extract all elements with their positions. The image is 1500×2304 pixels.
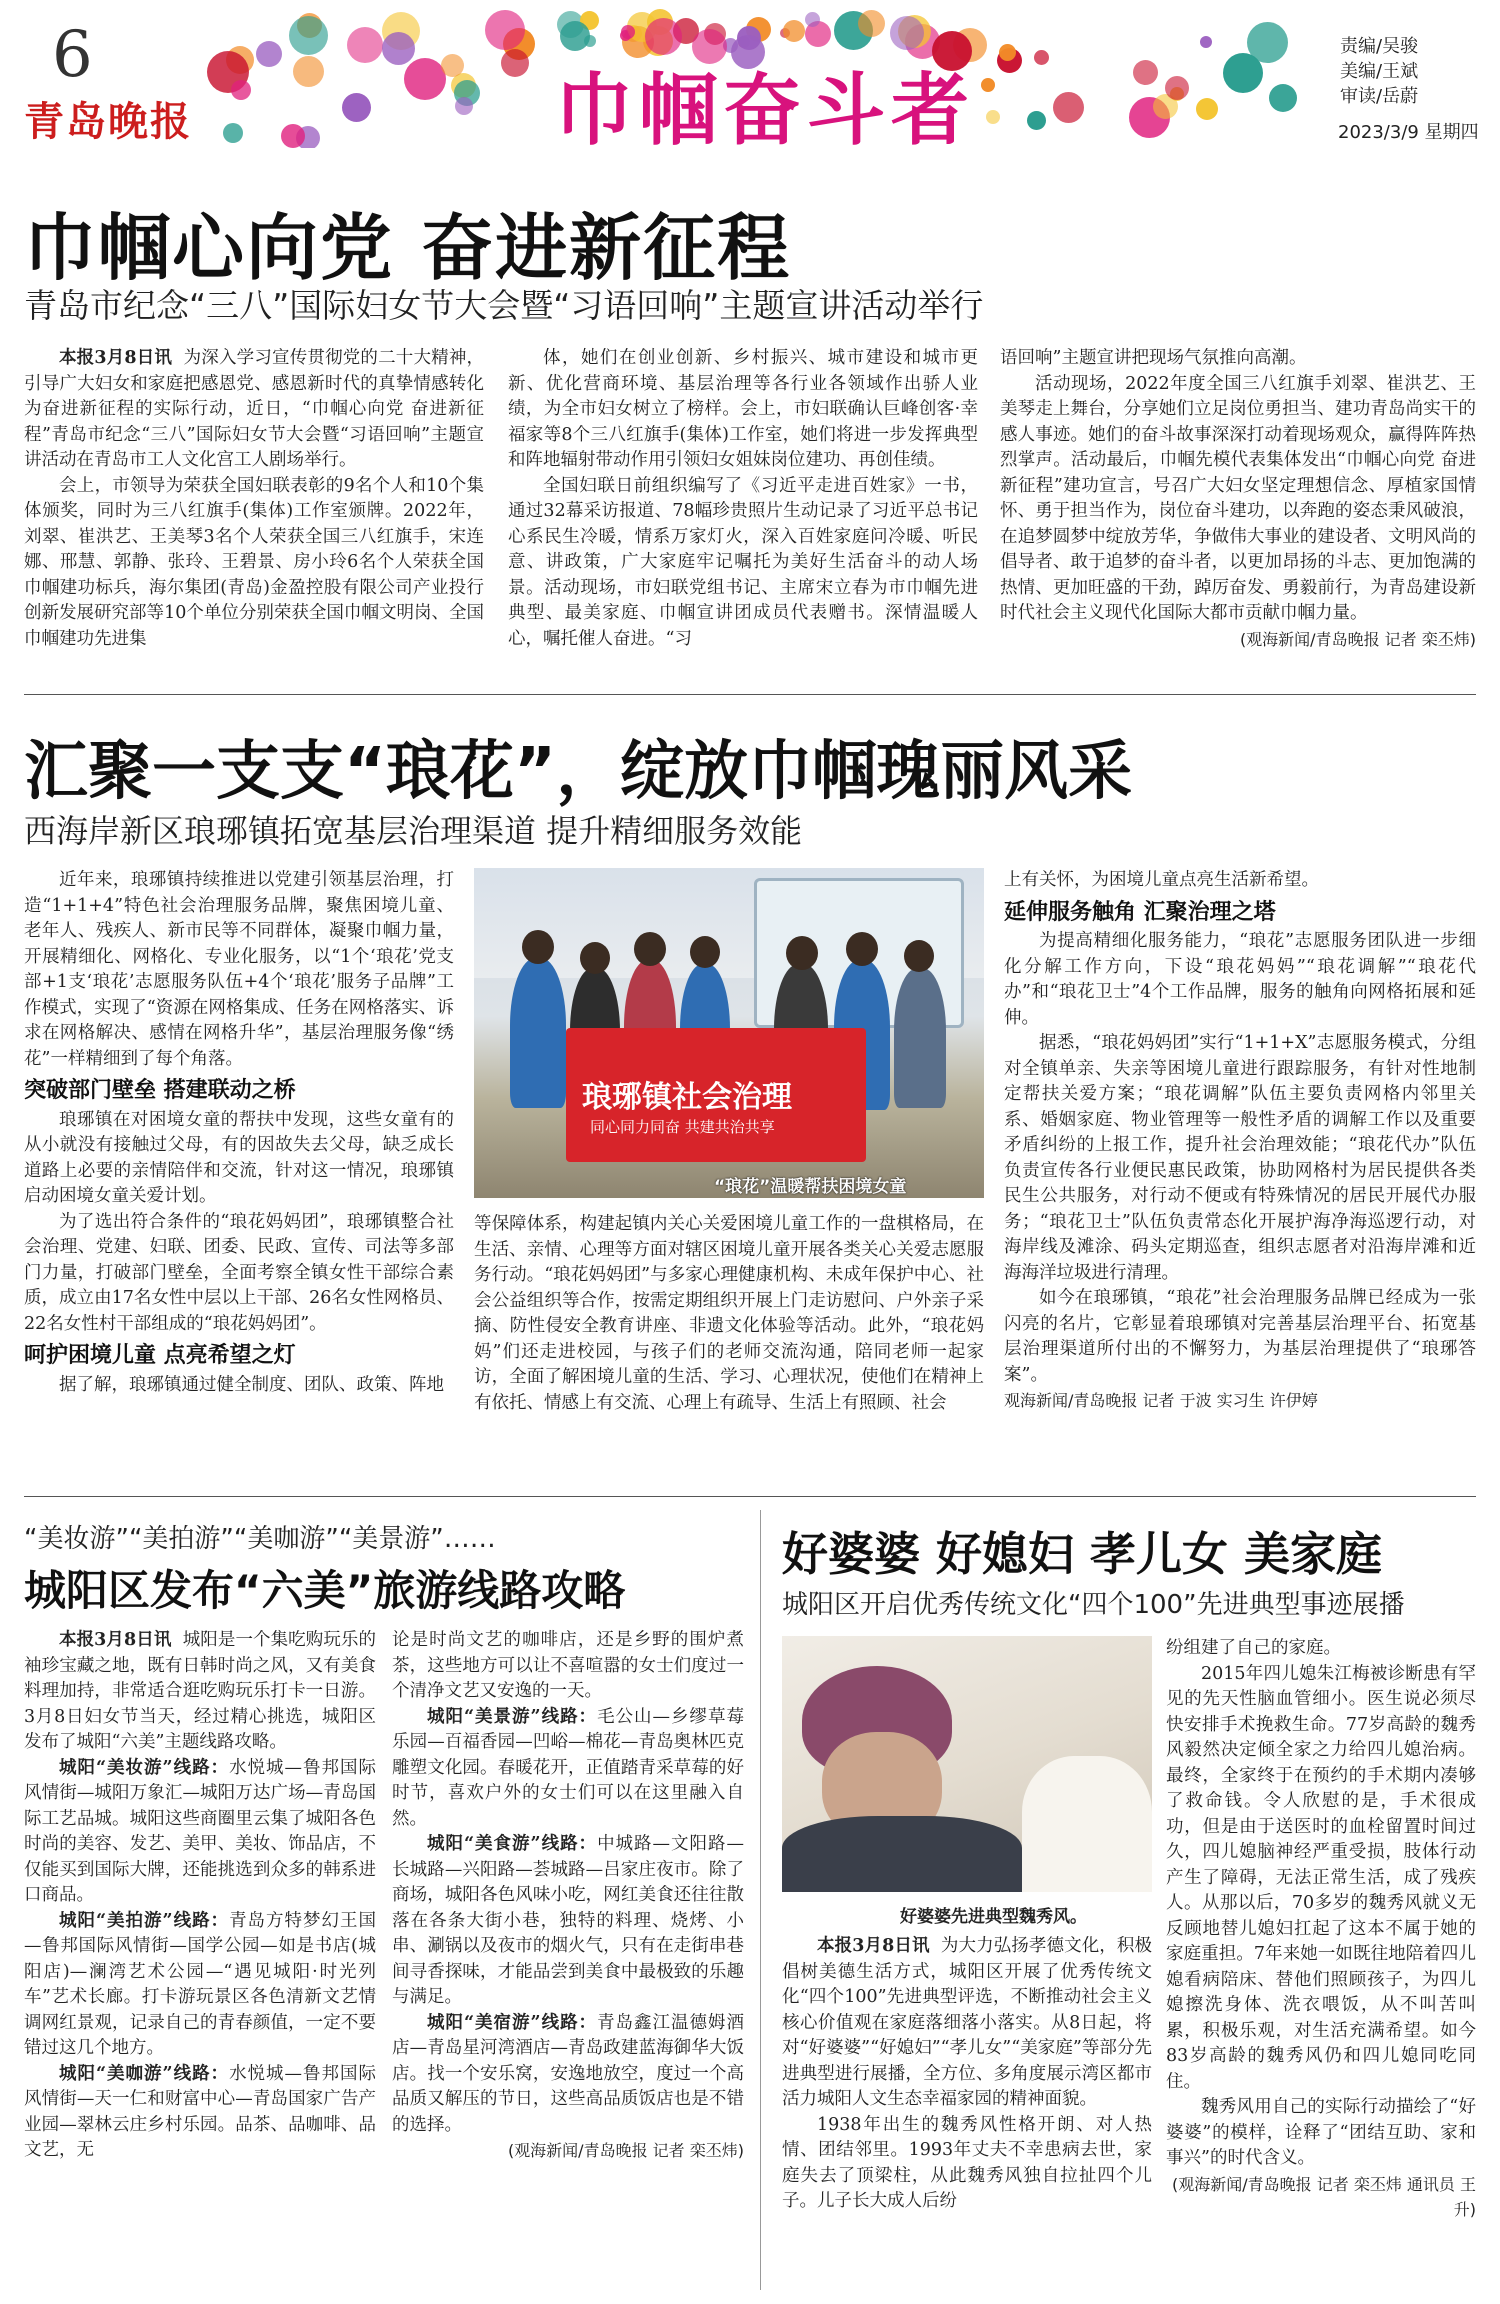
route-name: 城阳“美景游”线路：: [427, 1706, 598, 1727]
article4-lead: 本报3月8日讯: [817, 1936, 930, 1956]
flower-decoration: [441, 54, 464, 77]
article4-photo-caption: 好婆婆先进典型魏秀风。: [900, 1907, 1087, 1927]
article4-text: 纷组建了自己的家庭。: [1166, 1638, 1341, 1658]
route-text: 水悦城—鲁邦国际风情街—天一仁和财富中心—青岛国家广告产业园—翠林云庄乡村乐园。品茶、品咖啡、品文艺，无: [24, 2063, 376, 2160]
flower-decoration: [890, 16, 924, 50]
photo-banner-text: 琅琊镇社会治理: [582, 1080, 792, 1115]
article2-section-heading: 呵护困境儿童 点亮希望之灯: [24, 1343, 296, 1368]
article3-byline: (观海新闻/青岛晚报 记者 栾丕炜): [507, 2141, 744, 2160]
section-divider: [24, 694, 1476, 695]
article1-byline: (观海新闻/青岛晚报 记者 栾丕炜): [1239, 629, 1476, 649]
flower-decoration: [1223, 53, 1263, 93]
article2-column-1: [24, 868, 454, 1478]
flower-decoration: [858, 10, 885, 37]
article4-text: 为大力弘扬孝德文化，积极倡树美德生活方式，城阳区开展了优秀传统文化“四个100”先进典型评选，不断推动社会主义核心价值观在家庭落细落小落实。从8日起，将对“好婆婆”“好媳妇”“孝儿女”“美家庭”等部分先进典型进行展播，全方位、多角度展示湾区都市活力城阳人文生态幸福家园的精神面貌。: [782, 1936, 1152, 2109]
article1-text: 全国妇联日前组织编写了《习近平走进百姓家》一书，通过32幕采访报道、78幅珍贵照片生动记录了习近平总书记心系民生冷暖，情系万家灯火，深入百姓家庭问冷暖、听民意、讲政策，广大家庭牢记嘱托为美好生活奋斗的动人场景。活动现场，市妇联党组书记、主席宋立春为市巾帼先进典型、最美家庭、巾帼宣讲团成员代表赠书。深情温暖人心，嘱托催人奋进。“习: [508, 475, 978, 649]
article3-column-1: [24, 1628, 376, 2292]
flower-decoration: [382, 32, 415, 65]
editor-credits: [1340, 34, 1418, 109]
flower-decoration: [981, 78, 995, 92]
route-text: 青岛鑫江温德姆酒店—青岛星河湾酒店—青岛政建蓝海御华大饭店。找一个安乐窝，安逸地放空，度过一个高品质又解压的节日，这些高品质饭店也是不错的选择。: [392, 2012, 744, 2135]
editor-credit: 审读/岳蔚: [1340, 86, 1419, 107]
flower-decoration: [999, 44, 1016, 61]
flower-decoration: [1027, 111, 1046, 130]
article1-text: 会上，市领导为荣获全国妇联表彰的9名个人和10个集体颁奖，同时为三八红旗手(集体)工作室颁牌。2022年，刘翠、崔洪艺、王美琴3名个人荣获全国三八红旗手，宋连娜、邢慧、郭静、张玲、王碧景、房小玲6名个人荣获全国巾帼建功标兵，海尔集团(青岛)金盈控股有限公司产业投行创新发展研究部等10个单位分别荣获全国巾帼文明岗、全国巾帼建功先进集: [24, 475, 484, 649]
flower-decoration: [1269, 84, 1297, 112]
article1-lead: 本报3月8日讯: [59, 348, 173, 368]
article2-text: 如今在琅琊镇，“琅花”社会治理服务品牌已经成为一张闪亮的名片，它彰显着琅琊镇对完善基层治理平台、拓宽基层治理渠道所付出的不懈努力，为基层治理提供了“琅琊答案”。: [1004, 1288, 1476, 1385]
article4-column-2: [1166, 1636, 1476, 2292]
route-name: 城阳“美妆游”线路：: [59, 1757, 230, 1778]
article2-text: 等保障体系，构建起镇内关心关爱困境儿童工作的一盘棋格局，在生活、亲情、心理等方面对辖区困境儿童开展各类关心关爱志愿服务行动。“琅花妈妈团”与多家心理健康机构、未成年保护中心、社会公益组织等合作，按需定期组织开展上门走访慰问、户外亲子采摘、防性侵安全教育讲座、非遗文化体验等活动。此外，“琅花妈妈”们还走进校园，与孩子们的老师交流沟通，陪同老师一起家访，全面了解困境儿童的生活、学习、心理状况，使他们在精神上有依托、情感上有交流、心理上有疏导、生活上有照顾、社会: [474, 1214, 984, 1413]
flower-decoration: [455, 97, 473, 115]
flower-decoration: [1034, 50, 1049, 65]
flower-decoration: [485, 10, 525, 50]
article1-column-1: [24, 346, 484, 676]
flower-decoration: [1165, 76, 1189, 100]
article2-byline: 观海新闻/青岛晚报 记者 于波 实习生 许伊婷: [1004, 1391, 1318, 1410]
flower-decoration: [293, 56, 324, 87]
article2-section-heading: 延伸服务触角 汇聚治理之塔: [1004, 899, 1276, 925]
article2-column-3: [1004, 868, 1476, 1478]
article3-lead: 本报3月8日讯: [59, 1630, 172, 1650]
flower-decoration: [621, 25, 635, 39]
route-text: 水悦城—鲁邦国际风情街—城阳万象汇—城阳万达广场—青岛国际工艺品城。城阳这些商圈里云集了城阳各色时尚的美容、发艺、美甲、美妆、饰品店，不仅能买到国际大牌，还能挑选到众多的韩系进口商品。: [24, 1757, 376, 1905]
route-name: 城阳“美拍游”线路：: [59, 1910, 230, 1931]
editor-credit: 责编/吴骏: [1340, 36, 1419, 57]
article4-byline: (观海新闻/青岛晚报 记者 栾丕炜 通讯员 王升): [1172, 2174, 1476, 2219]
column-title: 巾帼奋斗者: [555, 66, 976, 156]
newspaper-logo: 青岛晚报: [24, 98, 192, 145]
editor-credit: 美编/王斌: [1340, 61, 1419, 82]
article3-headline: 城阳区发布“六美”旅游线路攻略: [24, 1566, 626, 1615]
flower-decoration: [986, 110, 1000, 124]
route-text: 毛公山—乡缪草莓乐园—百福香园—凹峪—棉花—青岛奥林匹克雕塑文化园。春暖花开，正值踏青采草莓的好时节，喜欢户外的女士们可以在这里融入自然。: [392, 1706, 744, 1829]
article1-subhead: 青岛市纪念“三八”国际妇女节大会暨“习语回响”主题宣讲活动举行: [24, 286, 984, 325]
flower-decoration: [223, 123, 243, 143]
article4-headline: 好婆婆 好媳妇 孝儿女 美家庭: [782, 1527, 1383, 1581]
article4-column-1: [782, 1934, 1152, 2292]
article2-text: 为提高精细化服务能力，“琅花”志愿服务团队进一步细化分解工作方向，下设“琅花妈妈”“琅花调解”“琅花代办”和“琅花卫士”4个工作品牌，服务的触角向网格拓展和延伸。: [1004, 931, 1476, 1028]
flower-decoration: [256, 41, 282, 67]
route-name: 城阳“美咖游”线路：: [59, 2063, 230, 2084]
photo-banner-subtext: 同心同力同奋 共建共治共享: [590, 1118, 775, 1136]
flower-decoration: [1053, 92, 1084, 123]
flower-decoration: [501, 49, 529, 77]
article3-column-2: [392, 1628, 744, 2292]
masthead: [0, 0, 1500, 156]
flower-decoration: [281, 124, 305, 148]
flower-decoration: [805, 12, 820, 27]
article3-kicker: “美妆游”“美拍游”“美咖游”“美景游”……: [24, 1524, 496, 1554]
flower-decoration: [342, 93, 371, 122]
article3-text: 城阳是一个集吃购玩乐的袖珍宝藏之地，既有日韩时尚之风，又有美食料理加持，非常适合逛吃购玩乐打卡一日游。3月8日妇女节当天，经过精心挑选，城阳区发布了城阳“六美”主题线路攻略。: [24, 1630, 376, 1752]
langya-volunteers-photo: [474, 868, 984, 1198]
article2-text: 近年来，琅琊镇持续推进以党建引领基层治理，打造“1+1+4”特色社会治理服务品牌，聚焦困境儿童、老年人、残疾人、新市民等不同群体，凝聚巾帼力量，开展精细化、网格化、专业化服务，以“1个‘琅花’党支部+1支‘琅花’志愿服务队伍+4个‘琅花’服务子品牌”工作模式，实现了“资源在网格集成、任务在网格落实、诉求在网格解决、感情在网格升华”，基层治理服务像“绣花”一样精细到了每个角落。: [24, 870, 454, 1069]
section-divider: [24, 1496, 1476, 1497]
route-name: 城阳“美食游”线路：: [427, 1834, 598, 1854]
article3-text: 论是时尚文艺的咖啡店，还是乡野的围炉煮茶，这些地方可以让不喜喧嚣的女士们度过一个清净文艺又安逸的一天。: [392, 1630, 744, 1701]
issue-date: 2023/3/9 星期四: [1338, 122, 1479, 143]
article1-text: 为深入学习宣传贯彻党的二十大精神，引导广大妇女和家庭把感恩党、感恩新时代的真挚情感转化为奋进新征程的实际行动，近日，“巾帼心向党 奋进新征程”青岛市纪念“三八”国际妇女节大会暨“习语回响”主题宣讲活动在青岛市工人文化宫工人剧场举行。: [24, 348, 484, 470]
article2-text: 为了选出符合条件的“琅花妈妈团”，琅琊镇整合社会治理、党建、妇联、团委、民政、宣传、司法等多部门力量，打破部门壁垒，全面考察全镇女性干部综合素质，成立由17名女性中层以上干部、26名女性网格员、22名女性村干部组成的“琅花妈妈团”。: [24, 1211, 454, 1334]
page-number: 6: [52, 18, 93, 92]
flower-decoration: [231, 80, 251, 100]
column-divider: [760, 1510, 761, 2290]
article2-text: 据悉，“琅花妈妈团”实行“1+1+X”志愿服务模式，分组对全镇单亲、失亲等困境儿童进行跟踪服务，有针对性地制定帮扶关爱方案；“琅花调解”队伍主要负责网格内邻里关系、婚姻家庭、物业管理等一般性矛盾的调解工作以及重要矛盾纠纷的上报工作，提升社会治理效能；“琅花代办”队伍负责宣传各行业便民惠民政策，协助网格村为居民提供各类民生公共服务，对行动不便或有特殊情况的居民开展代办服务；“琅花卫士”队伍负责常态化开展护海净海巡逻行动，对海岸线及滩涂、码头定期巡查，组织志愿者对沿海岸滩和近海海洋垃圾进行清理。: [1004, 1033, 1476, 1283]
route-text: 中城路—文阳路—长城路—兴阳路—荟城路—吕家庄夜市。除了商场，城阳各色风味小吃，网红美食还往往散落在各条大街小巷，独特的料理、烧烤、小串、涮锅以及夜市的烟火气，只有在走街串巷间寻香探味，才能品尝到美食中最极致的乐趣与满足。: [392, 1834, 744, 2007]
flower-decoration: [289, 16, 328, 55]
article1-column-3: [1000, 346, 1476, 676]
route-text: 青岛方特梦幻王国—鲁邦国际风情街—国学公园—如是书店(城阳店)—澜湾艺术公园—“遇见城阳·时光列车”艺术长廊。打卡游玩景区各色清新文艺情调网红景观，记录自己的青春颜值，一定不要错过这几个地方。: [24, 1910, 376, 2058]
article2-subhead: 西海岸新区琅琊镇拓宽基层治理渠道 提升精细服务效能: [24, 812, 803, 850]
article1-column-2: [508, 346, 978, 676]
article4-text: 1938年出生的魏秀风性格开朗、对人热情、团结邻里。1993年丈夫不幸患病去世，家庭失去了顶梁柱，从此魏秀风独自拉扯四个儿子。儿子长大成人后纷: [782, 2114, 1152, 2211]
article4-text: 魏秀风用自己的实际行动描绘了“好婆婆”的模样，诠释了“团结互助、家和事兴”的时代含义。: [1166, 2097, 1476, 2168]
article1-text: 体，她们在创业创新、乡村振兴、城市建设和城市更新、优化营商环境、基层治理等各行业各领域作出骄人业绩，为全市妇女树立了榜样。会上，市妇联确认巨峰创客·幸福家等8个三八红旗手(集体)工作室，她们将进一步发挥典型和阵地辐射带动作用引领妇女姐妹岗位建功、再创佳绩。: [508, 348, 978, 470]
article2-section-heading: 突破部门壁垒 搭建联动之桥: [24, 1078, 296, 1103]
article4-subhead: 城阳区开启优秀传统文化“四个100”先进典型事迹展播: [782, 1590, 1405, 1620]
grandmother-portrait-photo: [782, 1636, 1152, 1892]
route-name: 城阳“美宿游”线路：: [427, 2012, 598, 2033]
flower-decoration: [560, 21, 590, 51]
flower-decoration: [1133, 60, 1158, 85]
article2-column-2: [474, 1212, 984, 1478]
article2-text: 琅琊镇在对困境女童的帮扶中发现，这些女童有的从小就没有接触过父母，有的因故失去父母，缺乏成长道路上必要的亲情陪伴和交流，针对这一情况，琅琊镇启动困境女童关爱计划。: [24, 1109, 454, 1206]
flower-decoration: [783, 20, 805, 42]
article4-text: 2015年四儿媳朱江梅被诊断患有罕见的先天性脑血管细小。医生说必须尽快安排手术挽救生命。77岁高龄的魏秀风毅然决定倾全家之力给四儿媳治病。最终，全家终于在预约的手术期内凑够了救命钱。令人欣慰的是，手术很成功，但是由于送医时的血栓留置时间过久，四儿媳脑神经严重受损，肢体行动产生了障碍，无法正常生活，成了残疾人。从那以后，70多岁的魏秀风就义无反顾地替儿媳妇扛起了这本不属于她的家庭重担。7年来她一如既往地陪着四儿媳看病陪床、替他们照顾孩子，为四儿媳擦洗身体、洗衣喂饭，从不叫苦叫累，积极乐观，对生活充满希望。如今83岁高龄的魏秀风仍和四儿媳同吃同住。: [1166, 1663, 1476, 2092]
article1-text: 活动现场，2022年度全国三八红旗手刘翠、崔洪艺、王美琴走上舞台，分享她们立足岗位勇担当、建功青岛尚实干的感人事迹。她们的奋斗故事深深打动着现场观众，赢得阵阵热烈掌声。活动最后，巾帼先模代表集体发出“巾帼心向党 奋进新征程”建功宣言，号召广大妇女坚定理想信念、厚植家国情怀、勇于担当作为，岗位奋斗建功，以奔跑的姿态秉风破浪，在追梦圆梦中绽放芳华，争做伟大事业的建设者、文明风尚的倡导者、敢于追梦的奋斗者，以更加昂扬的斗志、更加饱满的热情、更加旺盛的干劲，踔厉奋发、勇毅前行，为青岛建设新时代社会主义现代化国际大都市贡献巾帼力量。: [1000, 373, 1476, 623]
flower-decoration: [1200, 36, 1212, 48]
article1-text: 语回响”主题宣讲把现场气氛推向高潮。: [1000, 348, 1307, 368]
article2-text: 上有关怀，为困境儿童点亮生活新希望。: [1004, 870, 1319, 890]
article1-headline: 巾帼心向党 奋进新征程: [24, 206, 792, 290]
article2-text: 据了解，琅琊镇通过健全制度、团队、政策、阵地: [59, 1374, 444, 1395]
flower-decoration: [1196, 98, 1218, 120]
flower-decoration: [347, 27, 383, 63]
article2-headline: 汇聚一支支“琅花”，绽放巾帼瑰丽风采: [24, 735, 1133, 809]
flower-decoration: [404, 58, 446, 100]
photo-caption: “琅花”温暖帮扶困境女童: [714, 1177, 907, 1197]
